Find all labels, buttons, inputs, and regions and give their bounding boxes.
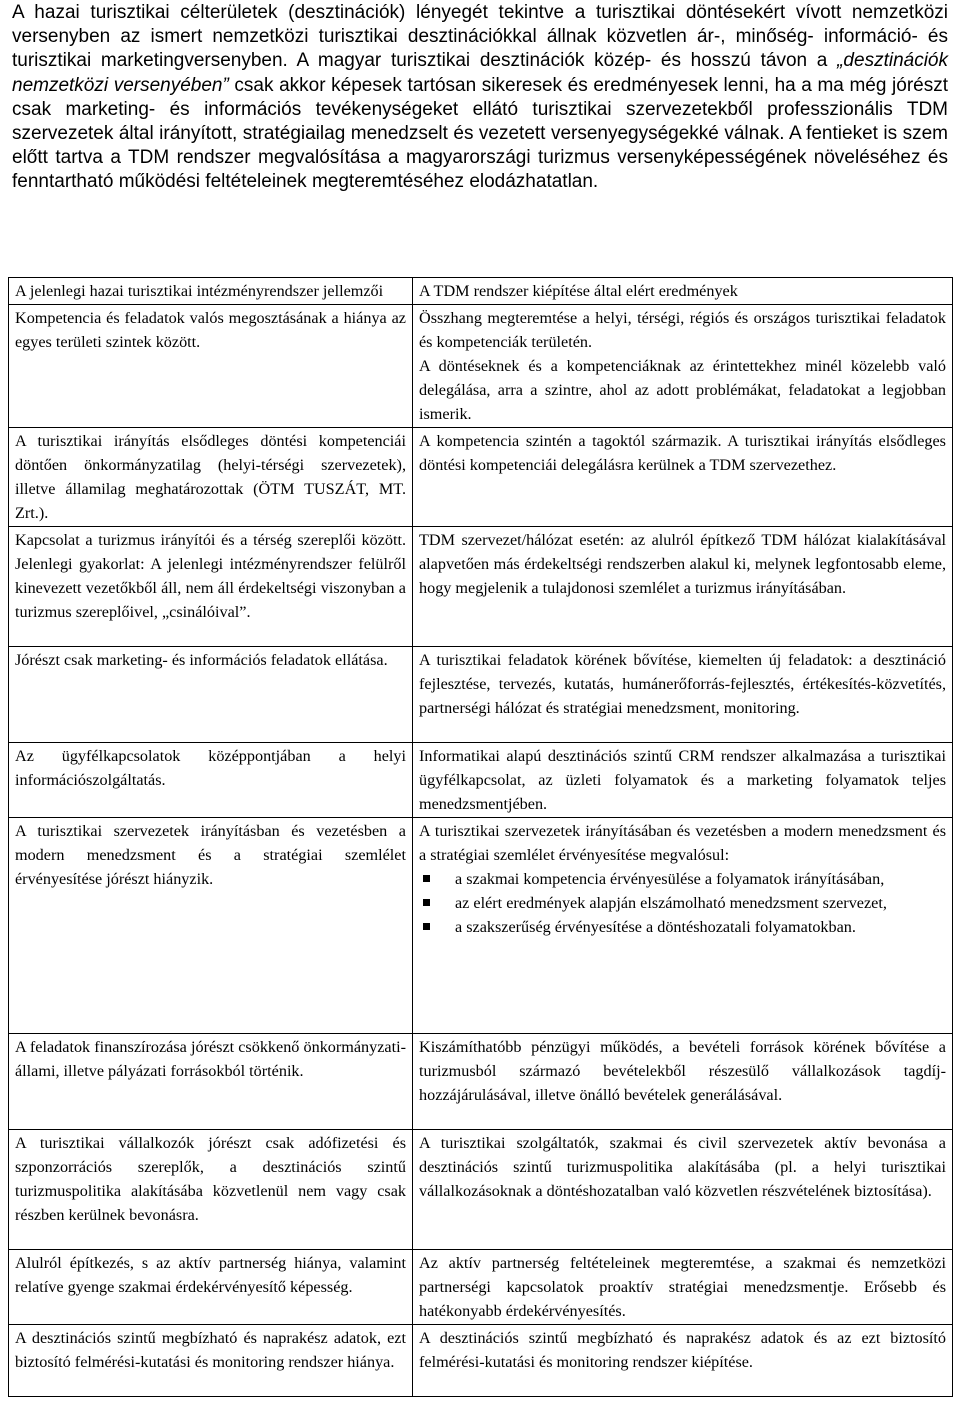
row-4-right: A turisztikai feladatok körének bővítése, kiemelten új feladatok: a desztináció fejlesztése, tervezés, kutatás, humánerőforrás-fejlesztés, értékesítés-közvetítés, partnerségi hálózat és stratégiai menedzsment, monitoring. — [413, 647, 953, 743]
row-6-right — [413, 818, 953, 1034]
header-right: A TDM rendszer kiépítése által elért eredmények — [413, 278, 953, 305]
table-header-row — [9, 278, 953, 305]
row-4-left: Jórészt csak marketing- és információs feladatok ellátása. — [9, 647, 413, 743]
row-7-left: A feladatok finanszírozása jórészt csökkenő önkormányzati-állami, illetve pályázati forrásokból történik. — [9, 1034, 413, 1130]
row-9-left: Alulról építkezés, s az aktív partnerség hiánya, valamint relatíve gyenge szakmai érdekérvényesítő képesség. — [9, 1250, 413, 1325]
row-6-bullet-list — [419, 867, 946, 939]
row-5-right: Informatikai alapú desztinációs szintű CRM rendszer alkalmazása a turisztikai ügyfélkapcsolat, az üzleti folyamatok és a marketing folyamatok teljes menedzsmentjében. — [413, 743, 953, 818]
row-9-right: Az aktív partnerség feltételeinek megteremtése, a szakmai és nemzetközi partnerségi kapcsolatok proaktív stratégiai menedzsmentje. Erősebb és hatékonyabb érdekérvényesítés. — [413, 1250, 953, 1325]
row-6-right-p1: A turisztikai szervezetek irányításában és vezetésben a modern menedzsment és a stratégiai szemlélet érvényesítése megvalósul: — [419, 822, 946, 864]
intro-emphasis: „desztinációk nemzetközi versenyében” — [12, 50, 948, 96]
row-1-right — [413, 305, 953, 428]
row-3-left: Kapcsolat a turizmus irányítói és a térség szereplői között. Jelenlegi gyakorlat: A jelenlegi intézményrendszer felülről kinevezett vezetőkből áll, nem áll érdekeltségi viszonyban a turizmus szereplőivel, „csinálóival”. — [9, 527, 413, 647]
row-2-left: A turisztikai irányítás elsődleges döntési kompetenciái döntően önkormányzatilag (helyi-térségi szervezetek), illetve államilag meghatározottak (ÖTM TUSZÁT, MT. Zrt.). — [9, 428, 413, 527]
list-item: a szakszerűség érvényesítése a döntéshozatali folyamatokban. — [419, 915, 946, 939]
row-8-right: A turisztikai szolgáltatók, szakmai és civil szervezetek aktív bevonása a desztinációs szintű turizmuspolitika alakításába (pl. a helyi turisztikai vállalkozásoknak a döntéshozatalban való közvetlen részvételének biztosítása). — [413, 1130, 953, 1250]
row-1-right-p2: A döntéseknek és a kompetenciáknak az érintettekhez minél közelebb való delegálása, arra a szintre, ahol az adott problémákat, feladatokat a legjobban ismerik. — [419, 357, 946, 423]
intro-text-1: A hazai turisztikai célterületek (desztinációk) lényegét tekintve a turisztikai döntésekért vívott nemzetközi versenyben az ismert nemzetközi turisztikai desztinációkkal állnak közvetlen ár-, minőség- információ- és turisztikai marketingversenyben. A magyar turisztikai desztinációk közép- és hosszú távon a — [12, 2, 948, 72]
intro-paragraph — [12, 0, 948, 195]
row-3-right: TDM szervezet/hálózat esetén: az alulról építkező TDM hálózat kialakításával alapvetően más érdekeltségi rendszerben alakul ki, melynek legfontosabb eleme, hogy megjelenik a tulajdonosi szemlélet a turizmus irányításában. — [413, 527, 953, 647]
table-row — [9, 1250, 953, 1325]
list-item: a szakmai kompetencia érvényesülése a folyamatok irányításában, — [419, 867, 946, 891]
row-2-right: A kompetencia szintén a tagoktól származik. A turisztikai irányítás elsődleges döntési kompetenciái delegálásra kerülnek a TDM szervezethez. — [413, 428, 953, 527]
header-left: A jelenlegi hazai turisztikai intézményrendszer jellemzői — [9, 278, 413, 305]
row-10-right: A desztinációs szintű megbízható és naprakész adatok és az ezt biztosító felmérési-kutatási és monitoring rendszer kiépítése. — [413, 1325, 953, 1397]
table-row — [9, 1034, 953, 1130]
list-item: az elért eredmények alapján elszámolható menedzsment szervezet, — [419, 891, 946, 915]
table-row — [9, 527, 953, 647]
table-row — [9, 305, 953, 428]
row-5-left: Az ügyfélkapcsolatok középpontjában a helyi információszolgáltatás. — [9, 743, 413, 818]
intro-text-2: csak akkor képesek tartósan sikeresek és eredményesek lenni, ha a ma még jórészt csak marketing- és információs tevékenységeket ellátó turisztikai szervezetekből professzionális TDM szervezetek által irányított, stratégiailag menedzselt és vezetett versenyegységekké válnak. A fentieket is szem előtt tartva a TDM rendszer megvalósítása a magyarországi turizmus versenyképességének növeléséhez és fenntartható működési feltételeinek megteremtéséhez elodázhatatlan. — [12, 74, 948, 193]
row-8-left: A turisztikai vállalkozók jórészt csak adófizetési és szponzorrációs szereplők, a desztinációs szintű turizmuspolitika alakításába közvetlenül nem vagy csak részben kerülnek bevonásra. — [9, 1130, 413, 1250]
table-row — [9, 743, 953, 818]
row-1-left: Kompetencia és feladatok valós megosztásának a hiánya az egyes területi szintek között. — [9, 305, 413, 428]
row-6-left: A turisztikai szervezetek irányításban és vezetésben a modern menedzsment és a stratégiai szemlélet érvényesítése jórészt hiányzik. — [9, 818, 413, 1034]
table-row — [9, 647, 953, 743]
table-row — [9, 1130, 953, 1250]
row-7-right: Kiszámíthatóbb pénzügyi működés, a bevételi források körének bővítése a turizmusból származó bevételekből részesülő vállalkozások tagdíj-hozzájárulásával, illetve önálló bevételek generálásával. — [413, 1034, 953, 1130]
table-row — [9, 428, 953, 527]
row-1-right-p1: Összhang megteremtése a helyi, térségi, régiós és országos turisztikai feladatok és kompetenciák területén. — [419, 309, 946, 351]
table-row — [9, 1325, 953, 1397]
table-row — [9, 818, 953, 1034]
comparison-table — [8, 277, 953, 1397]
row-10-left: A desztinációs szintű megbízható és naprakész adatok, ezt biztosító felmérési-kutatási és monitoring rendszer hiánya. — [9, 1325, 413, 1397]
